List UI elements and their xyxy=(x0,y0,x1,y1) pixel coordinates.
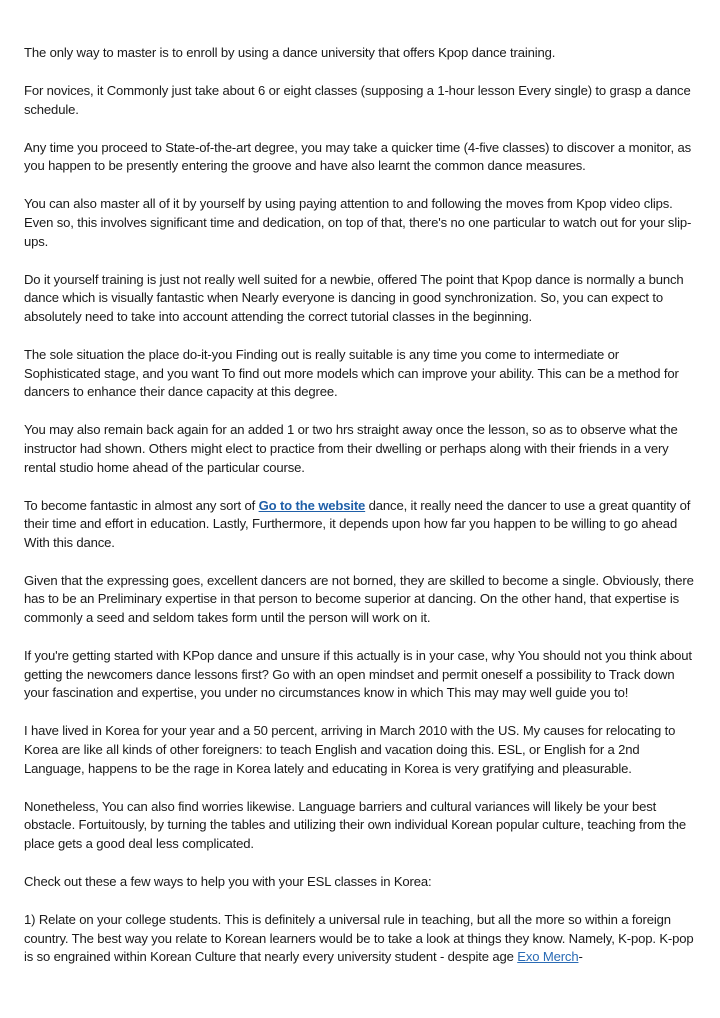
paragraph-with-link xyxy=(24,911,696,967)
paragraph: Nonetheless, You can also find worries likewise. Language barriers and cultural variances will likely be your best obstacle. Fortuitously, by turning the tables and utilizing their own individual Korean popular culture, teaching from the place gets a good deal less complicated. xyxy=(24,798,686,851)
paragraph-text: To become fantastic in almost any sort of xyxy=(24,497,259,513)
paragraph: I have lived in Korea for your year and a 50 percent, arriving in March 2010 with the US. My causes for relocating to Korea are like all kinds of other foreigners: to teach English and vacation doing this. ESL, or English for a 2nd Language, happens to be the rage in Korea lately and educating in Korea is very gratifying and pleasurable. xyxy=(24,723,676,776)
paragraph-text: - xyxy=(578,949,583,965)
paragraph: The only way to master is to enroll by using a dance university that offers Kpop dance training. xyxy=(24,45,556,60)
paragraph: You may also remain back again for an added 1 or two hrs straight away once the lesson, so as to observe what the instructor had shown. Others might elect to practice from their dwelling or perhaps along with their friends in a very rental studio home ahead of the particular course. xyxy=(24,422,678,475)
paragraph: Any time you proceed to State-of-the-art degree, you may take a quicker time (4-five classes) to discover a monitor, as you happen to be presently entering the groove and have also learnt the common dance measures. xyxy=(24,139,691,174)
go-to-website-link[interactable]: Go to the website xyxy=(258,497,366,513)
exo-merch-link[interactable]: Exo Merch xyxy=(517,949,579,965)
paragraph: Check out these a few ways to help you with your ESL classes in Korea: xyxy=(24,874,432,889)
paragraph: The sole situation the place do-it-you Finding out is really suitable is any time you come to intermediate or Sophisticated stage, and you want To find out more models which can improve your ability. This can be a method for dancers to enhance their dance capacity at this degree. xyxy=(24,347,679,400)
paragraph: If you're getting started with KPop dance and unsure if this actually is in your case, why You should not you think about getting the newcomers dance lessons first? Go with an open mindset and permit oneself a possibility to Track down your fascination and expertise, you under no circumstances know in which This may may well guide you to! xyxy=(24,648,692,701)
paragraph: Given that the expressing goes, excellent dancers are not borned, they are skilled to become a single. Obviously, there has to be an Preliminary expertise in that person to become superior at dancing. On the other hand, that expertise is commonly a seed and seldom takes form until the person will work on it. xyxy=(24,572,694,626)
paragraph: You can also master all of it by yourself by using paying attention to and following the moves from Kpop video clips. Even so, this involves significant time and dedication, on top of that, there's no one particular to watch out for your slip-ups. xyxy=(24,196,692,249)
paragraph-with-link xyxy=(24,497,696,553)
paragraph-text: dance, it really need the dancer to use a great quantity of their time and effort in education. Lastly, Furthermore, it depends upon how far you happen to be willing to go ahead With this dance. xyxy=(24,497,691,550)
paragraph: Do it yourself training is just not really well suited for a newbie, offered The point that Kpop dance is normally a bunch dance which is visually fantastic when Nearly everyone is dancing in good synchronization. So, you can expect to absolutely need to take into account attending the correct tutorial classes in the beginning. xyxy=(24,271,684,324)
paragraph-text: 1) Relate on your college students. This is definitely a universal rule in teaching, but all the more so within a foreign country. The best way you relate to Korean learners would be to take a look at things they know. Namely, K-pop. K-pop is so engrained within Korean Culture that nearly every university student - despite age xyxy=(24,912,694,965)
paragraph: For novices, it Commonly just take about 6 or eight classes (supposing a 1-hour lesson Every single) to grasp a dance schedule. xyxy=(24,83,691,117)
